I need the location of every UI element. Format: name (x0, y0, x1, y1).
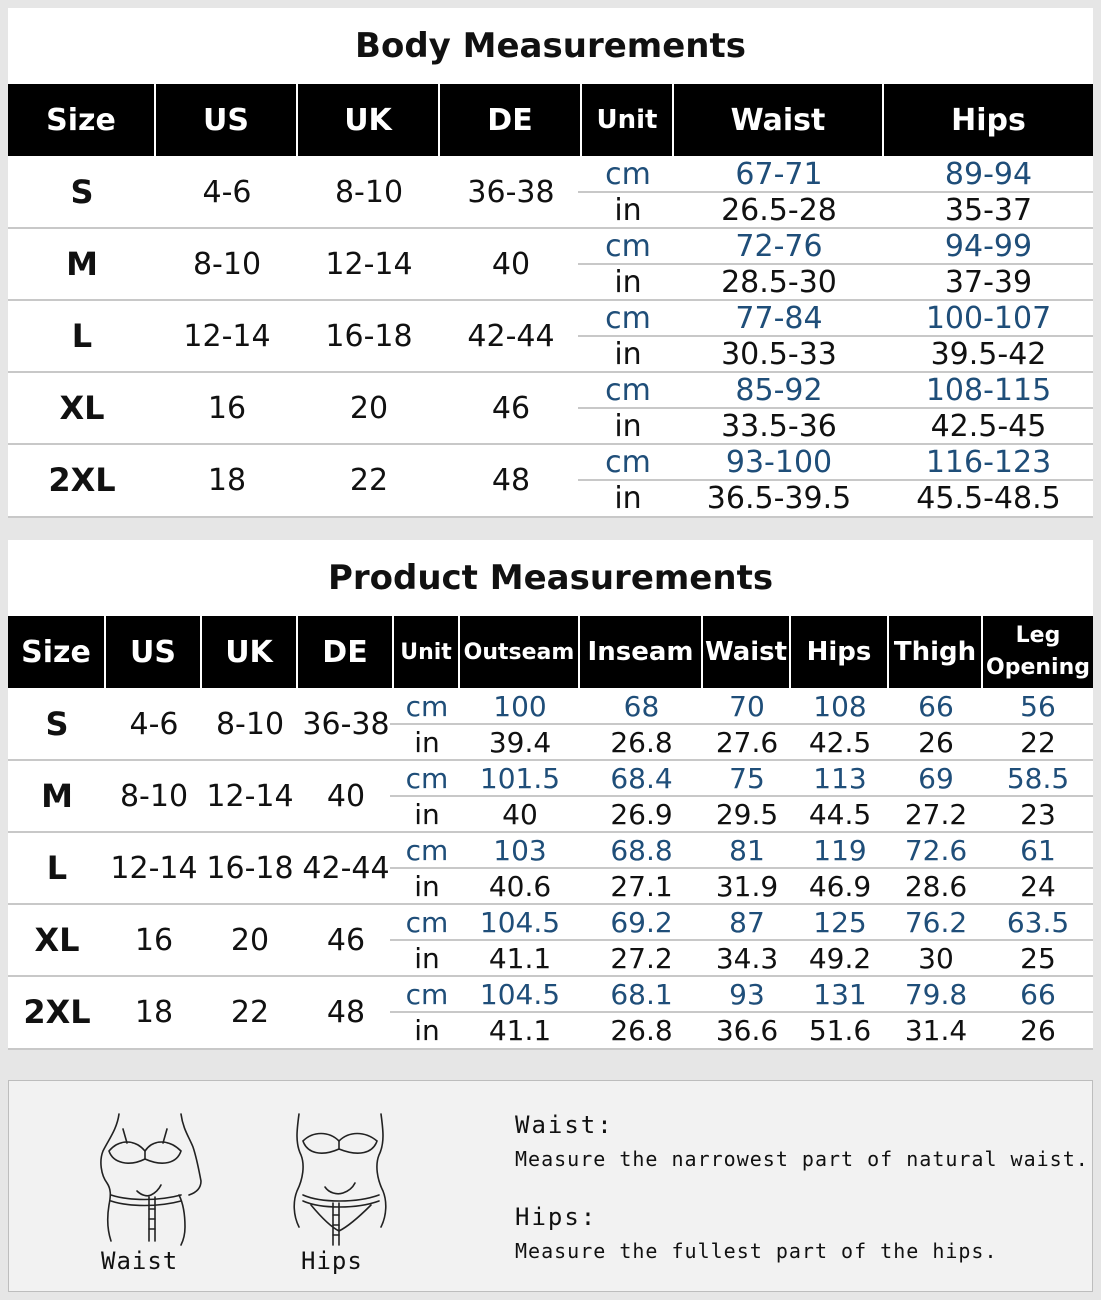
table-row (8, 444, 1093, 516)
in-value: 42.5-45 (930, 408, 1047, 444)
in-value: 27.2 (904, 797, 968, 831)
row-divider (578, 263, 1093, 265)
cm-value: 104.5 (479, 905, 561, 939)
size-uk-value: 20 (349, 390, 389, 426)
in-value: 26.5-28 (721, 192, 837, 228)
in-value: 26 (1020, 1013, 1056, 1047)
cm-value: 116-123 (925, 444, 1052, 480)
cm-value: 72-76 (735, 228, 823, 264)
header-product-col-8: Hips (791, 616, 889, 688)
table-row (8, 976, 1093, 1048)
size-us-value: 16 (207, 390, 247, 426)
header-product-col-2: UK (202, 616, 298, 688)
cm-value: 77-84 (735, 300, 823, 336)
cm-value: 56 (1020, 689, 1056, 723)
header-product-col-5: Outseam (460, 616, 580, 688)
in-value: 24 (1020, 869, 1056, 903)
product-measurements-panel (8, 540, 1093, 1049)
size-uk-value: 8-10 (215, 706, 285, 742)
header-product-col-6: Inseam (580, 616, 703, 688)
cm-value: 100-107 (925, 300, 1052, 336)
unit-cm-label: cm (605, 300, 651, 336)
size-us-value: 18 (134, 994, 174, 1030)
in-value: 36.5-39.5 (706, 480, 852, 516)
size-uk-value: 22 (349, 462, 389, 498)
in-value: 37-39 (944, 264, 1033, 300)
row-divider (390, 939, 1093, 941)
cm-value: 72.6 (904, 833, 968, 867)
cm-value: 61 (1020, 833, 1056, 867)
header-product-col-1: US (106, 616, 202, 688)
in-value: 27.2 (610, 941, 673, 975)
size-us-value: 12-14 (110, 850, 198, 886)
header-product-col-7: Waist (703, 616, 791, 688)
unit-in-label: in (614, 336, 642, 372)
cm-value: 81 (729, 833, 765, 867)
size-label: XL (34, 921, 80, 959)
cm-value: 89-94 (944, 156, 1033, 192)
in-value: 23 (1020, 797, 1056, 831)
cm-value: 69 (918, 761, 954, 795)
hips-guide-title: Hips: (515, 1203, 598, 1231)
unit-cm-label: cm (405, 833, 449, 867)
unit-cm-label: cm (405, 905, 449, 939)
row-divider (578, 479, 1093, 481)
size-de-value: 36-38 (302, 706, 390, 742)
size-us-value: 18 (207, 462, 247, 498)
cm-value: 125 (813, 905, 867, 939)
table-row (8, 228, 1093, 300)
size-de-value: 48 (326, 994, 366, 1030)
size-de-value: 40 (491, 246, 531, 282)
hips-guide-description: Measure the fullest part of the hips. (515, 1239, 998, 1263)
size-us-value: 16 (134, 922, 174, 958)
table-row (8, 832, 1093, 904)
unit-in-label: in (414, 1013, 440, 1047)
product-table-header (8, 616, 1093, 688)
header-body-col-2: UK (298, 84, 440, 156)
in-value: 29.5 (715, 797, 779, 831)
table-row (8, 688, 1093, 760)
in-value: 28.5-30 (721, 264, 837, 300)
cm-value: 108-115 (925, 372, 1052, 408)
body-measurements-panel (8, 8, 1093, 517)
in-value: 33.5-36 (721, 408, 837, 444)
size-de-value: 46 (491, 390, 531, 426)
cm-value: 76.2 (904, 905, 968, 939)
size-uk-value: 8-10 (334, 174, 404, 210)
unit-cm-label: cm (405, 761, 449, 795)
size-label: S (70, 173, 94, 211)
row-divider (390, 723, 1093, 725)
header-product-col-0: Size (8, 616, 106, 688)
in-value: 26.8 (610, 725, 673, 759)
row-divider (578, 335, 1093, 337)
in-value: 26.8 (610, 1013, 673, 1047)
in-value: 30.5-33 (721, 336, 837, 372)
in-value: 40 (502, 797, 538, 831)
in-value: 22 (1020, 725, 1056, 759)
cm-value: 69.2 (610, 905, 673, 939)
size-uk-value: 16-18 (206, 850, 294, 886)
header-product-col-3: DE (298, 616, 394, 688)
unit-cm-label: cm (605, 372, 651, 408)
unit-in-label: in (614, 264, 642, 300)
size-uk-value: 22 (230, 994, 270, 1030)
header-product-col-4: Unit (394, 616, 460, 688)
cm-value: 131 (813, 977, 867, 1011)
in-value: 26 (918, 725, 954, 759)
cm-value: 100 (493, 689, 547, 723)
waist-guide-title: Waist: (515, 1111, 614, 1139)
header-body-col-4: Unit (582, 84, 674, 156)
size-label: L (71, 317, 93, 355)
unit-cm-label: cm (605, 156, 651, 192)
in-value: 44.5 (808, 797, 872, 831)
in-value: 27.6 (715, 725, 779, 759)
size-us-value: 12-14 (183, 318, 271, 354)
unit-in-label: in (614, 480, 642, 516)
header-product-col-10: Leg Opening (986, 623, 1090, 680)
in-value: 42.5 (808, 725, 872, 759)
body-table-header (8, 84, 1093, 156)
header-body-col-6: Hips (951, 102, 1026, 138)
in-value: 41.1 (488, 941, 552, 975)
in-value: 25 (1020, 941, 1056, 975)
size-label: L (46, 849, 68, 887)
row-divider (390, 1011, 1093, 1013)
header-body-col-3: DE (440, 84, 582, 156)
waist-measure-figure-icon (89, 1109, 209, 1249)
in-value: 27.1 (610, 869, 673, 903)
cm-value: 108 (813, 689, 867, 723)
size-label: 2XL (23, 993, 91, 1031)
unit-in-label: in (614, 408, 642, 444)
in-value: 35-37 (944, 192, 1033, 228)
hips-measure-figure-icon (281, 1109, 401, 1249)
size-us-value: 8-10 (192, 246, 262, 282)
row-divider (578, 407, 1093, 409)
cm-value: 119 (813, 833, 867, 867)
size-de-value: 36-38 (467, 174, 555, 210)
size-label: 2XL (48, 461, 116, 499)
unit-in-label: in (414, 725, 440, 759)
in-value: 41.1 (488, 1013, 552, 1047)
in-value: 28.6 (904, 869, 968, 903)
unit-cm-label: cm (605, 444, 651, 480)
cm-value: 93-100 (725, 444, 833, 480)
in-value: 31.9 (715, 869, 779, 903)
table-row (8, 372, 1093, 444)
unit-cm-label: cm (605, 228, 651, 264)
size-uk-value: 12-14 (325, 246, 413, 282)
cm-value: 85-92 (735, 372, 823, 408)
cm-value: 58.5 (1006, 761, 1070, 795)
in-value: 40.6 (488, 869, 552, 903)
cm-value: 66 (918, 689, 954, 723)
cm-value: 87 (729, 905, 765, 939)
cm-value: 94-99 (944, 228, 1033, 264)
header-body-col-5: Waist (674, 84, 884, 156)
in-value: 49.2 (808, 941, 872, 975)
in-value: 39.5-42 (930, 336, 1047, 372)
cm-value: 67-71 (735, 156, 823, 192)
header-product-col-9: Thigh (889, 616, 983, 688)
cm-value: 68 (623, 689, 660, 723)
table-row (8, 760, 1093, 832)
table-row (8, 904, 1093, 976)
unit-cm-label: cm (405, 689, 449, 723)
unit-in-label: in (414, 797, 440, 831)
size-de-value: 42-44 (302, 850, 390, 886)
unit-in-label: in (414, 869, 440, 903)
row-divider (390, 867, 1093, 869)
row-divider (390, 795, 1093, 797)
unit-in-label: in (414, 941, 440, 975)
header-body-col-0: Size (8, 84, 156, 156)
size-us-value: 4-6 (202, 174, 252, 210)
in-value: 26.9 (610, 797, 673, 831)
in-value: 46.9 (808, 869, 872, 903)
table-bottom-border (8, 1048, 1093, 1050)
in-value: 31.4 (904, 1013, 968, 1047)
size-us-value: 4-6 (129, 706, 179, 742)
in-value: 30 (918, 941, 954, 975)
in-value: 34.3 (715, 941, 779, 975)
header-body-col-1: US (156, 84, 298, 156)
row-divider (578, 191, 1093, 193)
cm-value: 68.4 (610, 761, 673, 795)
size-uk-value: 16-18 (325, 318, 413, 354)
cm-value: 103 (493, 833, 547, 867)
table-row (8, 156, 1093, 228)
unit-in-label: in (614, 192, 642, 228)
size-us-value: 8-10 (119, 778, 189, 814)
size-label: M (41, 777, 73, 815)
cm-value: 75 (729, 761, 765, 795)
cm-value: 70 (729, 689, 765, 723)
size-de-value: 42-44 (467, 318, 555, 354)
cm-value: 101.5 (479, 761, 561, 795)
size-de-value: 40 (326, 778, 366, 814)
cm-value: 68.1 (610, 977, 673, 1011)
table-row (8, 300, 1093, 372)
body-measurements-title: Body Measurements (355, 26, 746, 66)
size-label: XL (59, 389, 105, 427)
size-label: S (45, 705, 69, 743)
cm-value: 104.5 (479, 977, 561, 1011)
unit-cm-label: cm (405, 977, 449, 1011)
measurement-guide-panel (8, 1080, 1093, 1292)
cm-value: 63.5 (1006, 905, 1070, 939)
hips-figure-label: Hips (301, 1247, 363, 1275)
cm-value: 66 (1020, 977, 1056, 1011)
product-measurements-title: Product Measurements (327, 558, 774, 598)
cm-value: 93 (729, 977, 765, 1011)
in-value: 36.6 (715, 1013, 779, 1047)
cm-value: 79.8 (904, 977, 968, 1011)
waist-figure-label: Waist (101, 1247, 179, 1275)
cm-value: 113 (813, 761, 867, 795)
in-value: 51.6 (808, 1013, 872, 1047)
size-de-value: 46 (326, 922, 366, 958)
size-uk-value: 20 (230, 922, 270, 958)
size-uk-value: 12-14 (206, 778, 294, 814)
size-label: M (66, 245, 98, 283)
cm-value: 68.8 (610, 833, 673, 867)
waist-guide-description: Measure the narrowest part of natural waist. (515, 1147, 1089, 1171)
table-bottom-border (8, 516, 1093, 518)
size-de-value: 48 (491, 462, 531, 498)
in-value: 39.4 (488, 725, 552, 759)
in-value: 45.5-48.5 (916, 480, 1061, 516)
